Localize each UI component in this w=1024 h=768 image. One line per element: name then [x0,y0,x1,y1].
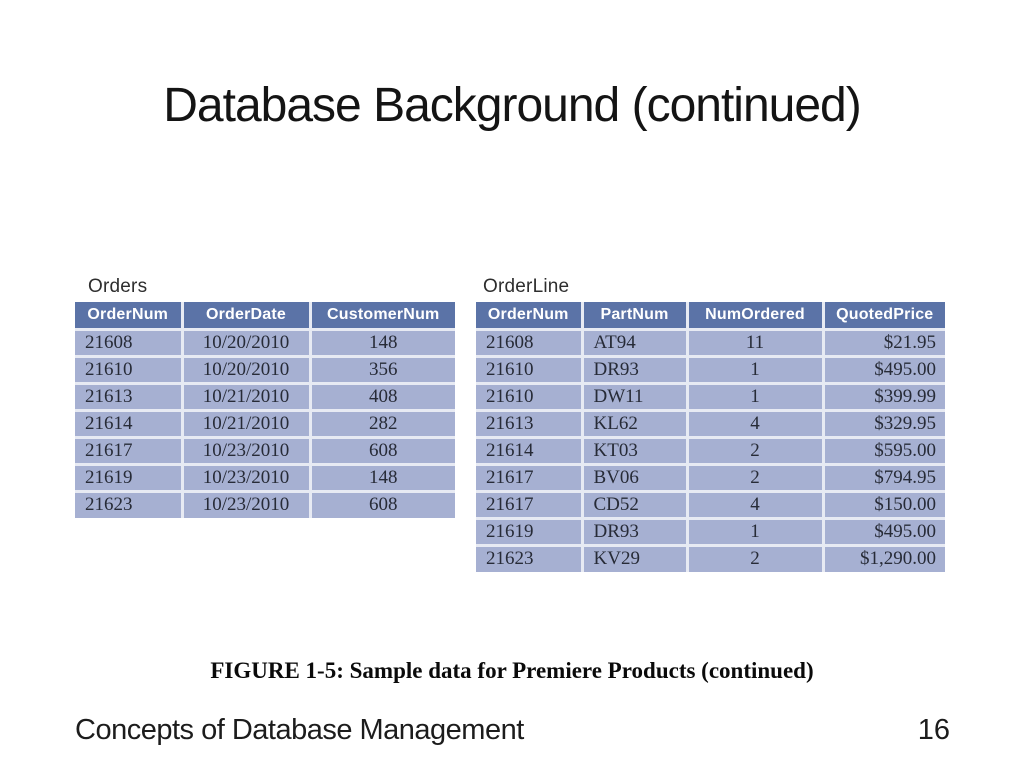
table-cell: $495.00 [823,356,945,383]
table-cell: 21610 [75,356,182,383]
footer-page-number: 16 [917,714,950,746]
table-row [476,545,945,572]
table-cell: $21.95 [823,329,945,356]
table-cell: KV29 [582,545,687,572]
table-cell: 1 [687,356,823,383]
table-cell: DW11 [582,383,687,410]
table-cell: 21619 [476,518,582,545]
orders-table-label: Orders [88,276,148,297]
table-cell: $329.95 [823,410,945,437]
table-cell: 21617 [476,464,582,491]
table-cell: KT03 [582,437,687,464]
table-cell: 4 [687,491,823,518]
table-cell: 21619 [75,464,182,491]
table-cell: CD52 [582,491,687,518]
table-cell: 148 [310,329,455,356]
table-cell: 21623 [75,491,182,518]
table-cell: 2 [687,545,823,572]
table-cell: 10/20/2010 [182,329,310,356]
table-cell: $1,290.00 [823,545,945,572]
table-cell: 356 [310,356,455,383]
table-header-row [476,302,945,329]
table-row [75,410,455,437]
table-cell: 408 [310,383,455,410]
table-cell: 21608 [75,329,182,356]
table-row [75,356,455,383]
table-row [476,383,945,410]
orderline-table-label: OrderLine [483,276,570,297]
table-row [476,356,945,383]
table-cell: DR93 [582,518,687,545]
table-cell: 10/23/2010 [182,437,310,464]
table-row [75,437,455,464]
table-cell: 10/21/2010 [182,410,310,437]
table-cell: KL62 [582,410,687,437]
column-header: QuotedPrice [823,302,945,329]
table-cell: $399.99 [823,383,945,410]
table-row [476,329,945,356]
orders-table [75,302,455,518]
table-cell: 21614 [476,437,582,464]
table-row [476,410,945,437]
table-row [476,437,945,464]
table-cell: $595.00 [823,437,945,464]
orders-table-group [75,276,455,518]
figure-caption: FIGURE 1-5: Sample data for Premiere Products (continued) [210,658,814,683]
column-header: PartNum [582,302,687,329]
table-row [476,464,945,491]
table-cell: 1 [687,518,823,545]
table-cell: 10/23/2010 [182,491,310,518]
table-cell: 608 [310,491,455,518]
table-cell: DR93 [582,356,687,383]
table-cell: AT94 [582,329,687,356]
table-cell: 21610 [476,383,582,410]
table-row [476,518,945,545]
table-cell: 11 [687,329,823,356]
table-cell: 21608 [476,329,582,356]
table-cell: 148 [310,464,455,491]
table-cell: 608 [310,437,455,464]
table-cell: 4 [687,410,823,437]
table-cell: 21613 [75,383,182,410]
table-cell: $150.00 [823,491,945,518]
table-cell: 21610 [476,356,582,383]
table-row [75,383,455,410]
orderline-table [476,302,945,572]
footer-course-title: Concepts of Database Management [75,714,524,746]
table-cell: 21614 [75,410,182,437]
table-cell: 10/20/2010 [182,356,310,383]
table-cell: 10/21/2010 [182,383,310,410]
table-cell: BV06 [582,464,687,491]
table-row [75,464,455,491]
table-cell: 21613 [476,410,582,437]
column-header: OrderNum [476,302,582,329]
column-header: OrderNum [75,302,182,329]
table-cell: 2 [687,464,823,491]
orderline-table-group [476,276,945,572]
column-header: OrderDate [182,302,310,329]
table-cell: $495.00 [823,518,945,545]
table-cell: 10/23/2010 [182,464,310,491]
table-cell: 21623 [476,545,582,572]
table-cell: 2 [687,437,823,464]
slide-title: Database Background (continued) [163,79,861,132]
column-header: CustomerNum [310,302,455,329]
table-cell: 21617 [75,437,182,464]
table-cell: 282 [310,410,455,437]
table-row [75,329,455,356]
table-cell: 21617 [476,491,582,518]
table-row [476,491,945,518]
table-row [75,491,455,518]
column-header: NumOrdered [687,302,823,329]
table-cell: 1 [687,383,823,410]
table-cell: $794.95 [823,464,945,491]
table-header-row [75,302,455,329]
